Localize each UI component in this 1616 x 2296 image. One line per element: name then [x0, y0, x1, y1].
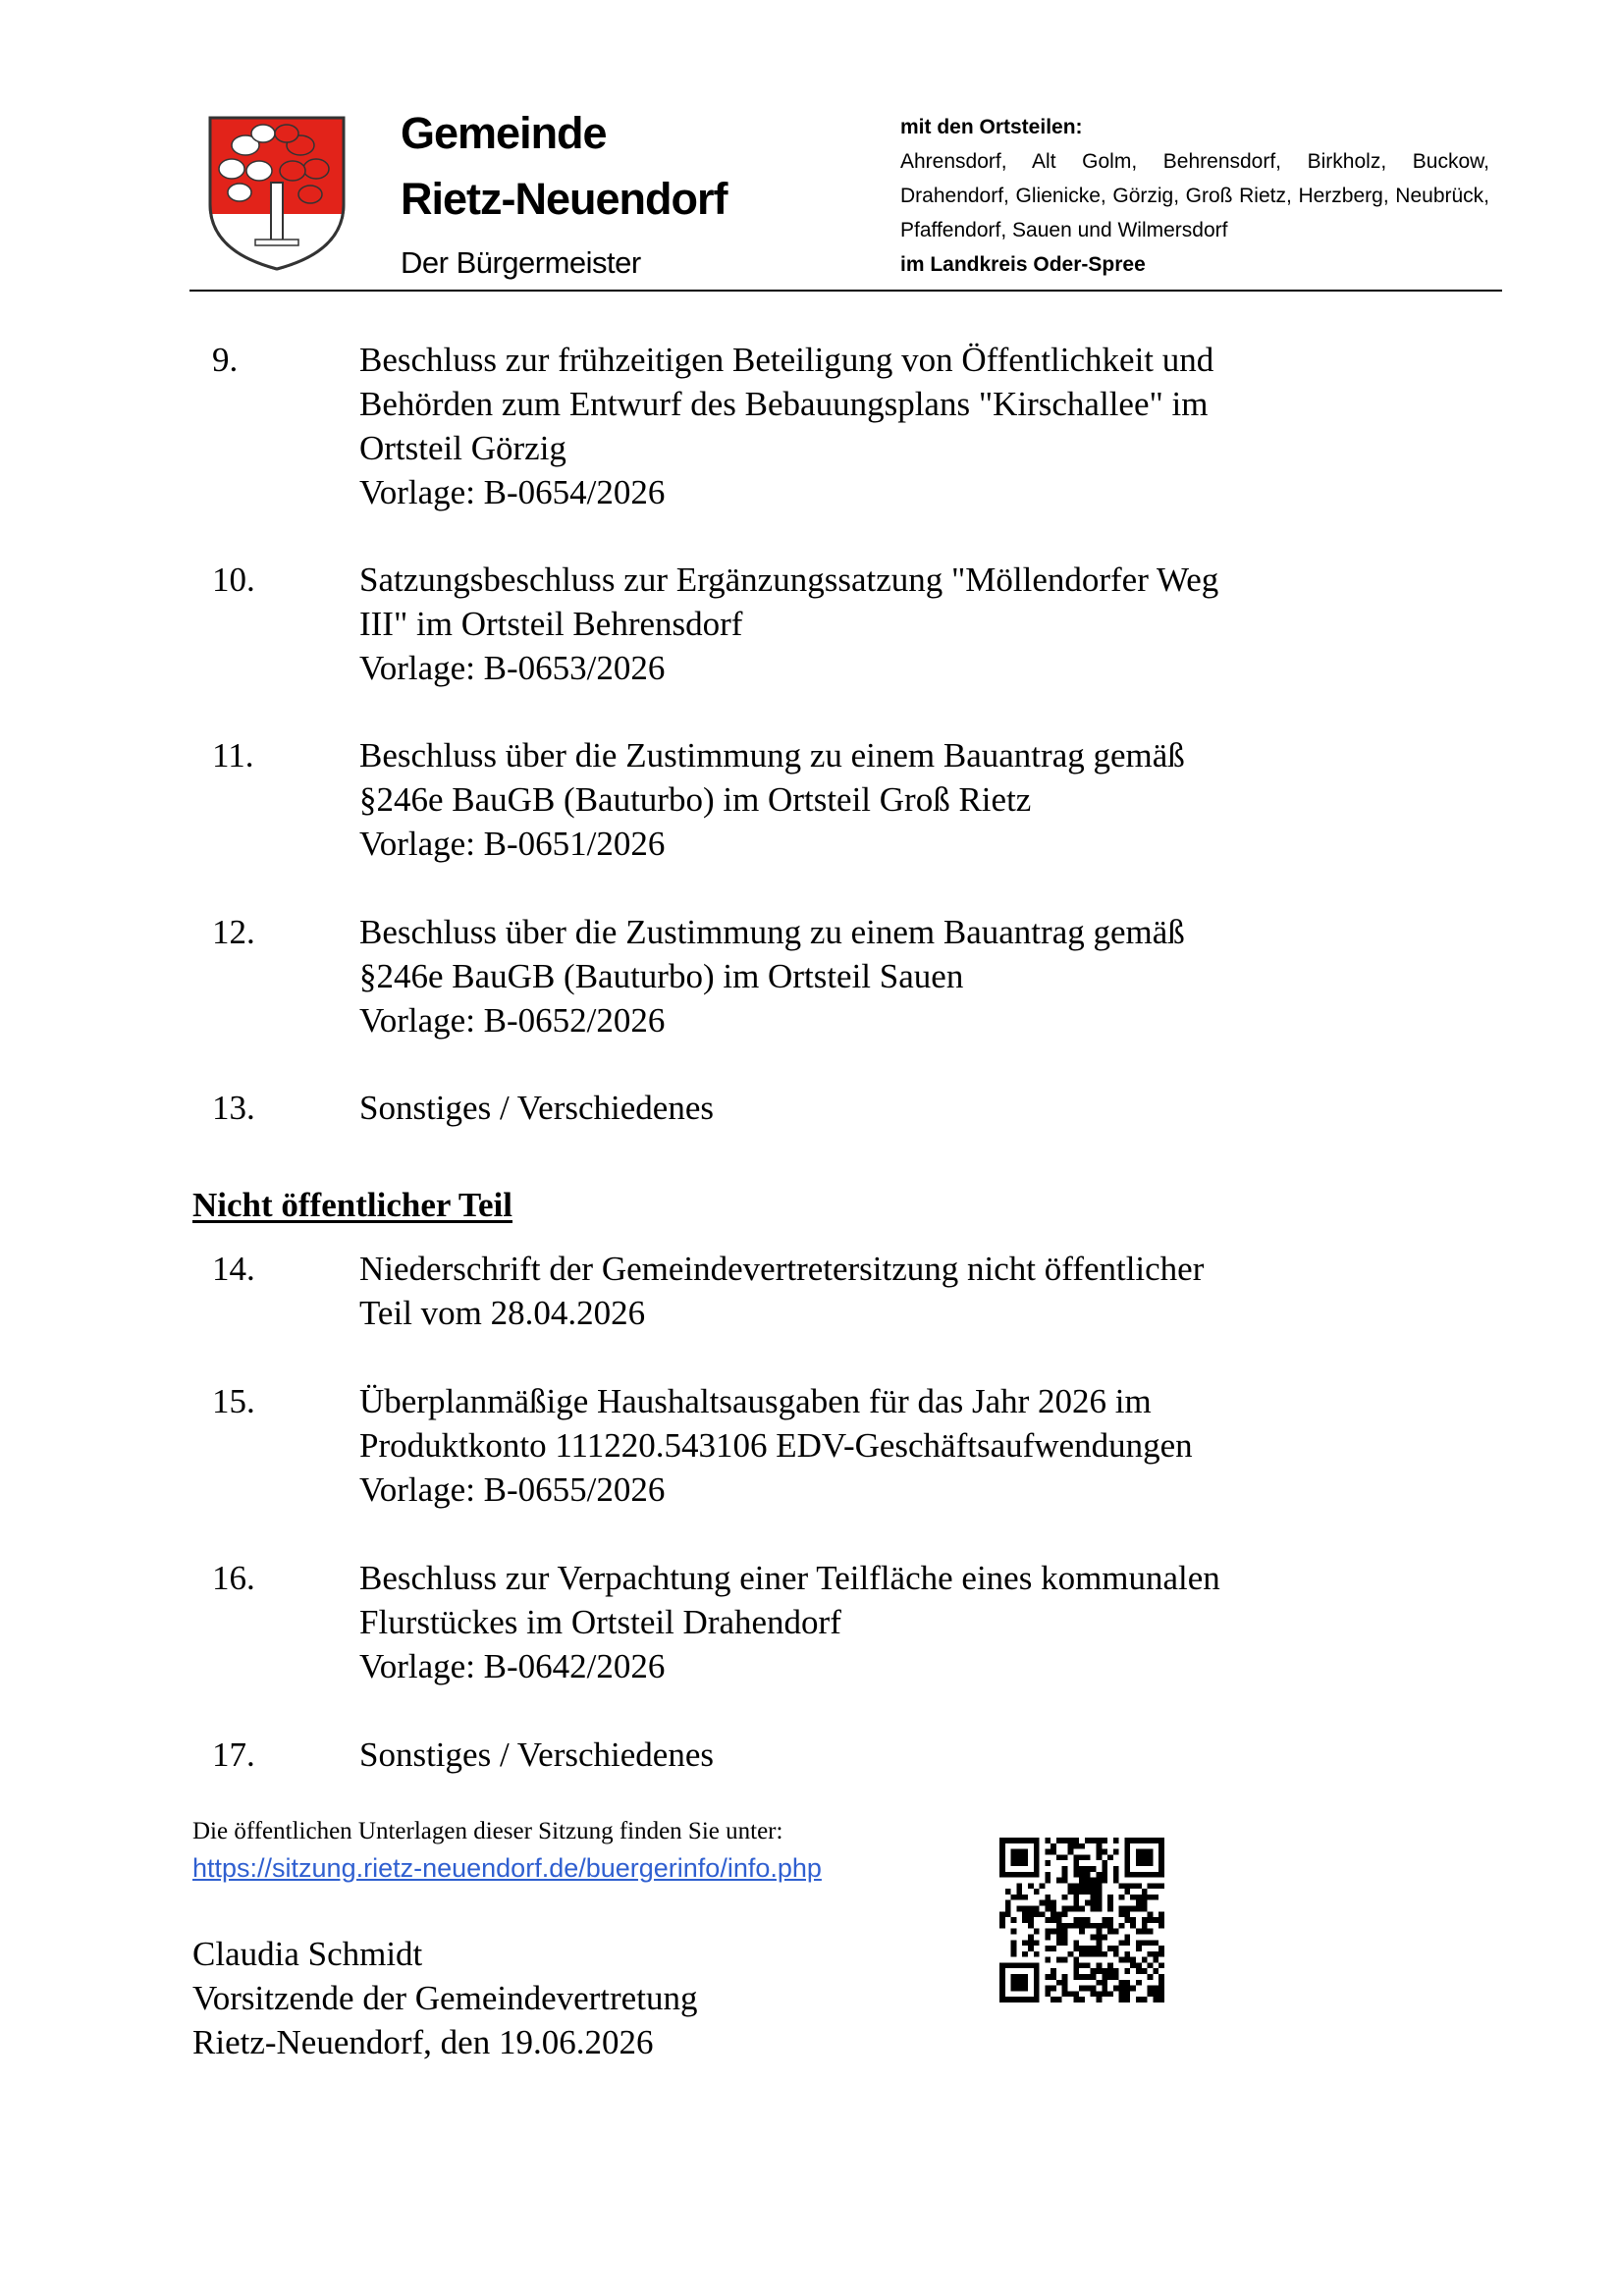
signature-place-date: Rietz-Neuendorf, den 19.06.2026 [192, 2023, 654, 2061]
agenda-line: Beschluss zur Verpachtung einer Teilfläche eines kommunalen [359, 1559, 1220, 1597]
agenda-item-number: 17. [212, 1735, 255, 1774]
agenda-line: Ortsteil Görzig [359, 429, 566, 467]
agenda-item-text [359, 1733, 1361, 1777]
municipality-title-line2: Rietz-Neuendorf [401, 174, 727, 224]
districts-label: mit den Ortsteilen: [900, 116, 1083, 138]
agenda-line: Produktkonto 111220.543106 EDV-Geschäftsaufwendungen [359, 1426, 1193, 1465]
agenda-line: Vorlage: B-0652/2026 [359, 1001, 666, 1040]
agenda-line: Beschluss zur frühzeitigen Beteiligung von Öffentlichkeit und [359, 341, 1214, 379]
district-county: im Landkreis Oder-Spree [900, 253, 1146, 276]
agenda-line: Teil vom 28.04.2026 [359, 1294, 646, 1332]
agenda-item-text [359, 910, 1361, 1042]
agenda-line: Beschluss über die Zustimmung zu einem Bauantrag gemäß [359, 736, 1185, 774]
header-divider [189, 290, 1502, 292]
agenda-line: Vorlage: B-0651/2026 [359, 825, 666, 863]
agenda-item-number: 11. [212, 736, 254, 774]
agenda-item-text [359, 558, 1361, 690]
districts-line-2: Drahendorf, Glienicke, Görzig, Groß Rietz, Herzberg, Neubrück, [900, 185, 1489, 207]
qr-code-icon [999, 1838, 1164, 2002]
signature-role: Vorsitzende der Gemeindevertretung [192, 1979, 698, 2017]
agenda-item-number: 12. [212, 913, 255, 951]
municipality-name [401, 100, 727, 232]
agenda-line: Sonstiges / Verschiedenes [359, 1735, 714, 1774]
agenda-item-number: 16. [212, 1559, 255, 1597]
non-public-section-title: Nicht öffentlicher Teil [192, 1186, 512, 1224]
agenda-line: Überplanmäßige Haushaltsausgaben für das Jahr 2026 im [359, 1382, 1152, 1420]
mayor-subtitle: Der Bürgermeister [401, 245, 641, 280]
agenda-item-number: 14. [212, 1250, 255, 1288]
agenda-line: Niederschrift der Gemeindevertretersitzung nicht öffentlicher [359, 1250, 1205, 1288]
documents-link[interactable]: https://sitzung.rietz-neuendorf.de/buergerinfo/info.php [192, 1853, 822, 1883]
agenda-line: Sonstiges / Verschiedenes [359, 1089, 714, 1127]
agenda-line: Satzungsbeschluss zur Ergänzungssatzung "Möllendorfer Weg [359, 561, 1219, 599]
agenda-line: III" im Ortsteil Behrensdorf [359, 605, 743, 643]
agenda-item-number: 15. [212, 1382, 255, 1420]
agenda-line: Behörden zum Entwurf des Bebauungsplans "Kirschallee" im [359, 385, 1209, 423]
agenda-line: Vorlage: B-0642/2026 [359, 1647, 666, 1685]
documents-note: Die öffentlichen Unterlagen dieser Sitzung finden Sie unter: [192, 1818, 783, 1844]
agenda-item-text [359, 338, 1361, 514]
signature-name: Claudia Schmidt [192, 1935, 423, 1973]
agenda-item-text [359, 1247, 1361, 1335]
districts-line-3: Pfaffendorf, Sauen und Wilmersdorf [900, 219, 1228, 241]
signature-block [192, 1932, 697, 2064]
agenda-item-text [359, 1556, 1361, 1688]
agenda-item-number: 10. [212, 561, 255, 599]
districts-line-1: Ahrensdorf, Alt Golm, Behrensdorf, Birkholz, Buckow, [900, 150, 1489, 173]
agenda-line: Vorlage: B-0655/2026 [359, 1470, 666, 1509]
agenda-item-number: 9. [212, 341, 239, 379]
agenda-line: Vorlage: B-0654/2026 [359, 473, 666, 511]
agenda-item-number: 13. [212, 1089, 255, 1127]
districts-block [900, 110, 1489, 282]
agenda-item-text [359, 1379, 1361, 1512]
agenda-line: Beschluss über die Zustimmung zu einem Bauantrag gemäß [359, 913, 1185, 951]
agenda-line: §246e BauGB (Bauturbo) im Ortsteil Groß Rietz [359, 780, 1032, 819]
agenda-item-text [359, 1086, 1361, 1130]
agenda-line: Flurstückes im Ortsteil Drahendorf [359, 1603, 841, 1641]
agenda-line: Vorlage: B-0653/2026 [359, 649, 666, 687]
agenda-line: §246e BauGB (Bauturbo) im Ortsteil Sauen [359, 957, 964, 995]
municipality-title-line1: Gemeinde [401, 108, 607, 158]
coat-of-arms-icon [206, 114, 348, 273]
agenda-item-text [359, 733, 1361, 866]
